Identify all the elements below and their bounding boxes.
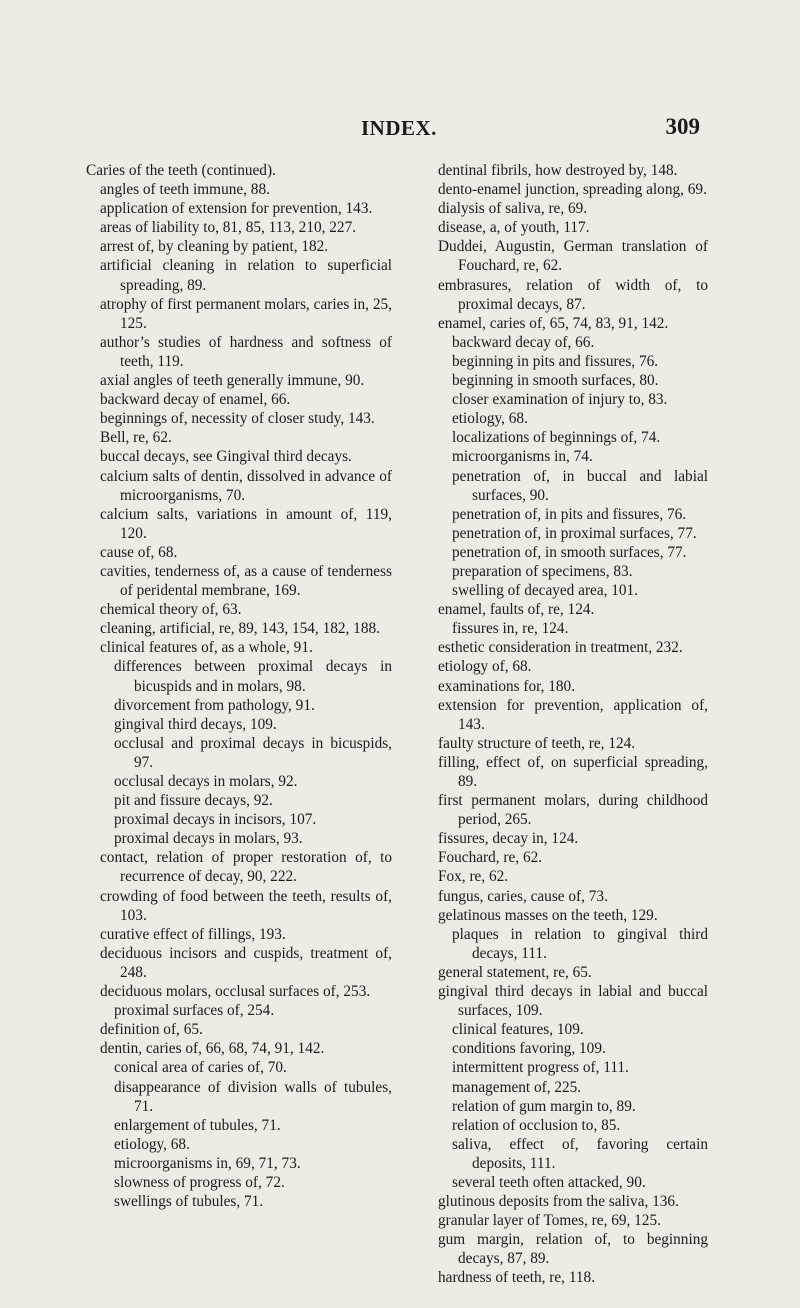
index-entry: etiology of, 68. <box>438 658 532 676</box>
index-entry: intermittent progress of, 111. <box>452 1059 629 1077</box>
index-entry: granular layer of Tomes, re, 69, 125. <box>438 1212 661 1230</box>
index-entry: faulty structure of teeth, re, 124. <box>438 734 636 752</box>
index-entry: fissures, decay in, 124. <box>438 830 579 848</box>
index-entry: enamel, caries of, 65, 74, 83, 91, 142. <box>438 314 669 332</box>
index-entry: curative effect of fillings, 193. <box>100 925 286 943</box>
index-entry: disappearance of division walls of tubules, 71. <box>114 1078 392 1115</box>
index-entry: beginning in smooth surfaces, 80. <box>452 372 659 390</box>
index-entry: closer examination of injury to, 83. <box>452 391 668 409</box>
index-entry: enlargement of tubules, 71. <box>114 1116 281 1134</box>
index-entry: Bell, re, 62. <box>100 429 172 447</box>
index-entry: fungus, caries, cause of, 73. <box>438 887 608 905</box>
index-entry: calcium salts of dentin, dissolved in advance of microorganisms, 70. <box>100 467 392 504</box>
index-entry: differences between proximal decays in bicuspids and in molars, 98. <box>114 658 392 695</box>
index-entry: slowness of progress of, 72. <box>114 1173 285 1191</box>
index-entry: swellings of tubules, 71. <box>114 1193 264 1211</box>
index-entry: general statement, re, 65. <box>438 963 592 981</box>
index-entry: relation of occlusion to, 85. <box>452 1116 621 1134</box>
index-entry: relation of gum margin to, 89. <box>452 1097 636 1115</box>
index-entry: cleaning, artificial, re, 89, 143, 154, 182, 188. <box>100 620 380 638</box>
index-entry: etiology, 68. <box>114 1135 190 1153</box>
index-entry: Duddei, Augustin, German translation of Fouchard, re, 62. <box>438 238 708 275</box>
index-entry: calcium salts, variations in amount of, 119, 120. <box>100 505 392 542</box>
index-entry: esthetic consideration in treatment, 232. <box>438 639 683 657</box>
index-column-left <box>86 161 392 1211</box>
index-entry: penetration of, in proximal surfaces, 77. <box>452 524 697 542</box>
index-entry: conical area of caries of, 70. <box>114 1059 287 1077</box>
index-entry: areas of liability to, 81, 85, 113, 210, 227. <box>100 219 357 237</box>
index-entry: pit and fissure decays, 92. <box>114 792 273 810</box>
index-entry: swelling of decayed area, 101. <box>452 582 639 600</box>
index-entry: several teeth often attacked, 90. <box>452 1173 646 1191</box>
index-entry: occlusal and proximal decays in bicuspids, 97. <box>114 734 392 771</box>
index-entry: filling, effect of, on superficial spreading, 89. <box>438 753 708 790</box>
index-entry: preparation of specimens, 83. <box>452 562 633 580</box>
index-entry: deciduous incisors and cuspids, treatment of, 248. <box>100 944 392 981</box>
index-entry: arrest of, by cleaning by patient, 182. <box>100 238 329 256</box>
index-entry: clinical features, 109. <box>452 1021 584 1039</box>
index-entry: microorganisms in, 69, 71, 73. <box>114 1154 301 1172</box>
index-column-right <box>424 161 708 1288</box>
index-entry: gingival third decays in labial and buccal surfaces, 109. <box>438 983 708 1020</box>
index-entry: angles of teeth immune, 88. <box>100 181 270 199</box>
index-entry: cavities, tenderness of, as a cause of tenderness of peridental membrane, 169. <box>100 562 392 600</box>
index-entry: occlusal decays in molars, 92. <box>114 773 298 790</box>
index-entry: proximal decays in incisors, 107. <box>114 811 317 829</box>
index-entry: deciduous molars, occlusal surfaces of, 253. <box>100 983 371 1001</box>
index-entry: divorcement from pathology, 91. <box>114 696 315 714</box>
index-entry: localizations of beginnings of, 74. <box>452 429 661 447</box>
index-entry: backward decay of, 66. <box>452 333 595 351</box>
index-entry: management of, 225. <box>452 1078 582 1096</box>
index-entry: dialysis of saliva, re, 69. <box>438 200 588 218</box>
page-number: 309 <box>665 114 700 139</box>
index-entry: gelatinous masses on the teeth, 129. <box>438 906 658 924</box>
index-entry: atrophy of first permanent molars, caries in, 25, 125. <box>100 295 392 332</box>
page-header <box>90 114 700 144</box>
index-entry: dento-enamel junction, spreading along, 69. <box>438 181 707 199</box>
index-entry: gingival third decays, 109. <box>114 715 277 733</box>
index-entry: axial angles of teeth generally immune, 90. <box>100 372 365 390</box>
index-entry: etiology, 68. <box>452 410 528 428</box>
index-entry: penetration of, in pits and fissures, 76. <box>452 505 687 523</box>
index-entry: proximal decays in molars, 93. <box>114 830 303 848</box>
index-entry: glutinous deposits from the saliva, 136. <box>438 1193 679 1211</box>
index-entry: application of extension for prevention, 143. <box>100 200 373 218</box>
index-entry: microorganisms in, 74. <box>452 448 593 466</box>
index-entry: artificial cleaning in relation to superficial spreading, 89. <box>100 257 392 294</box>
index-entry: contact, relation of proper restoration of, to recurrence of decay, 90, 222. <box>100 849 392 886</box>
index-entry: buccal decays, see Gingival third decays. <box>100 448 352 466</box>
index-entry: penetration of, in buccal and labial surfaces, 90. <box>452 467 708 504</box>
index-entry: backward decay of enamel, 66. <box>100 391 291 409</box>
index-entry: extension for prevention, application of, 143. <box>438 696 708 733</box>
index-entry: saliva, effect of, favoring certain deposits, 111. <box>452 1135 708 1172</box>
index-entry: crowding of food between the teeth, results of, 103. <box>100 887 392 924</box>
running-head: INDEX. <box>361 116 437 140</box>
index-entry: Caries of the teeth (continued). <box>86 162 276 179</box>
index-entry: penetration of, in smooth surfaces, 77. <box>452 543 687 561</box>
index-entry: dentin, caries of, 66, 68, 74, 91, 142. <box>100 1040 325 1058</box>
index-entry: conditions favoring, 109. <box>452 1040 606 1058</box>
index-entry: disease, a, of youth, 117. <box>438 219 590 237</box>
index-entry: proximal surfaces of, 254. <box>114 1002 275 1020</box>
index-entry: cause of, 68. <box>100 543 178 561</box>
index-entry: beginning in pits and fissures, 76. <box>452 352 659 370</box>
index-entry: chemical theory of, 63. <box>100 601 242 619</box>
index-entry: Fouchard, re, 62. <box>438 849 543 867</box>
index-entry: definition of, 65. <box>100 1021 203 1039</box>
index-entry: dentinal fibrils, how destroyed by, 148. <box>438 162 678 179</box>
index-entry: embrasures, relation of width of, to proximal decays, 87. <box>438 276 708 313</box>
index-entry: hardness of teeth, re, 118. <box>438 1269 596 1287</box>
index-entry: examinations for, 180. <box>438 677 576 695</box>
index-entry: plaques in relation to gingival third decays, 111. <box>452 925 708 962</box>
index-entry: Fox, re, 62. <box>438 868 509 886</box>
index-entry: enamel, faults of, re, 124. <box>438 601 595 619</box>
index-entry: author’s studies of hardness and softness of teeth, 119. <box>100 333 392 370</box>
index-entry: first permanent molars, during childhood period, 265. <box>438 792 708 829</box>
index-entry: gum margin, relation of, to beginning decays, 87, 89. <box>438 1231 708 1268</box>
index-entry: beginnings of, necessity of closer study, 143. <box>100 410 375 428</box>
index-entry: fissures in, re, 124. <box>452 620 569 638</box>
index-entry: clinical features of, as a whole, 91. <box>100 639 313 657</box>
